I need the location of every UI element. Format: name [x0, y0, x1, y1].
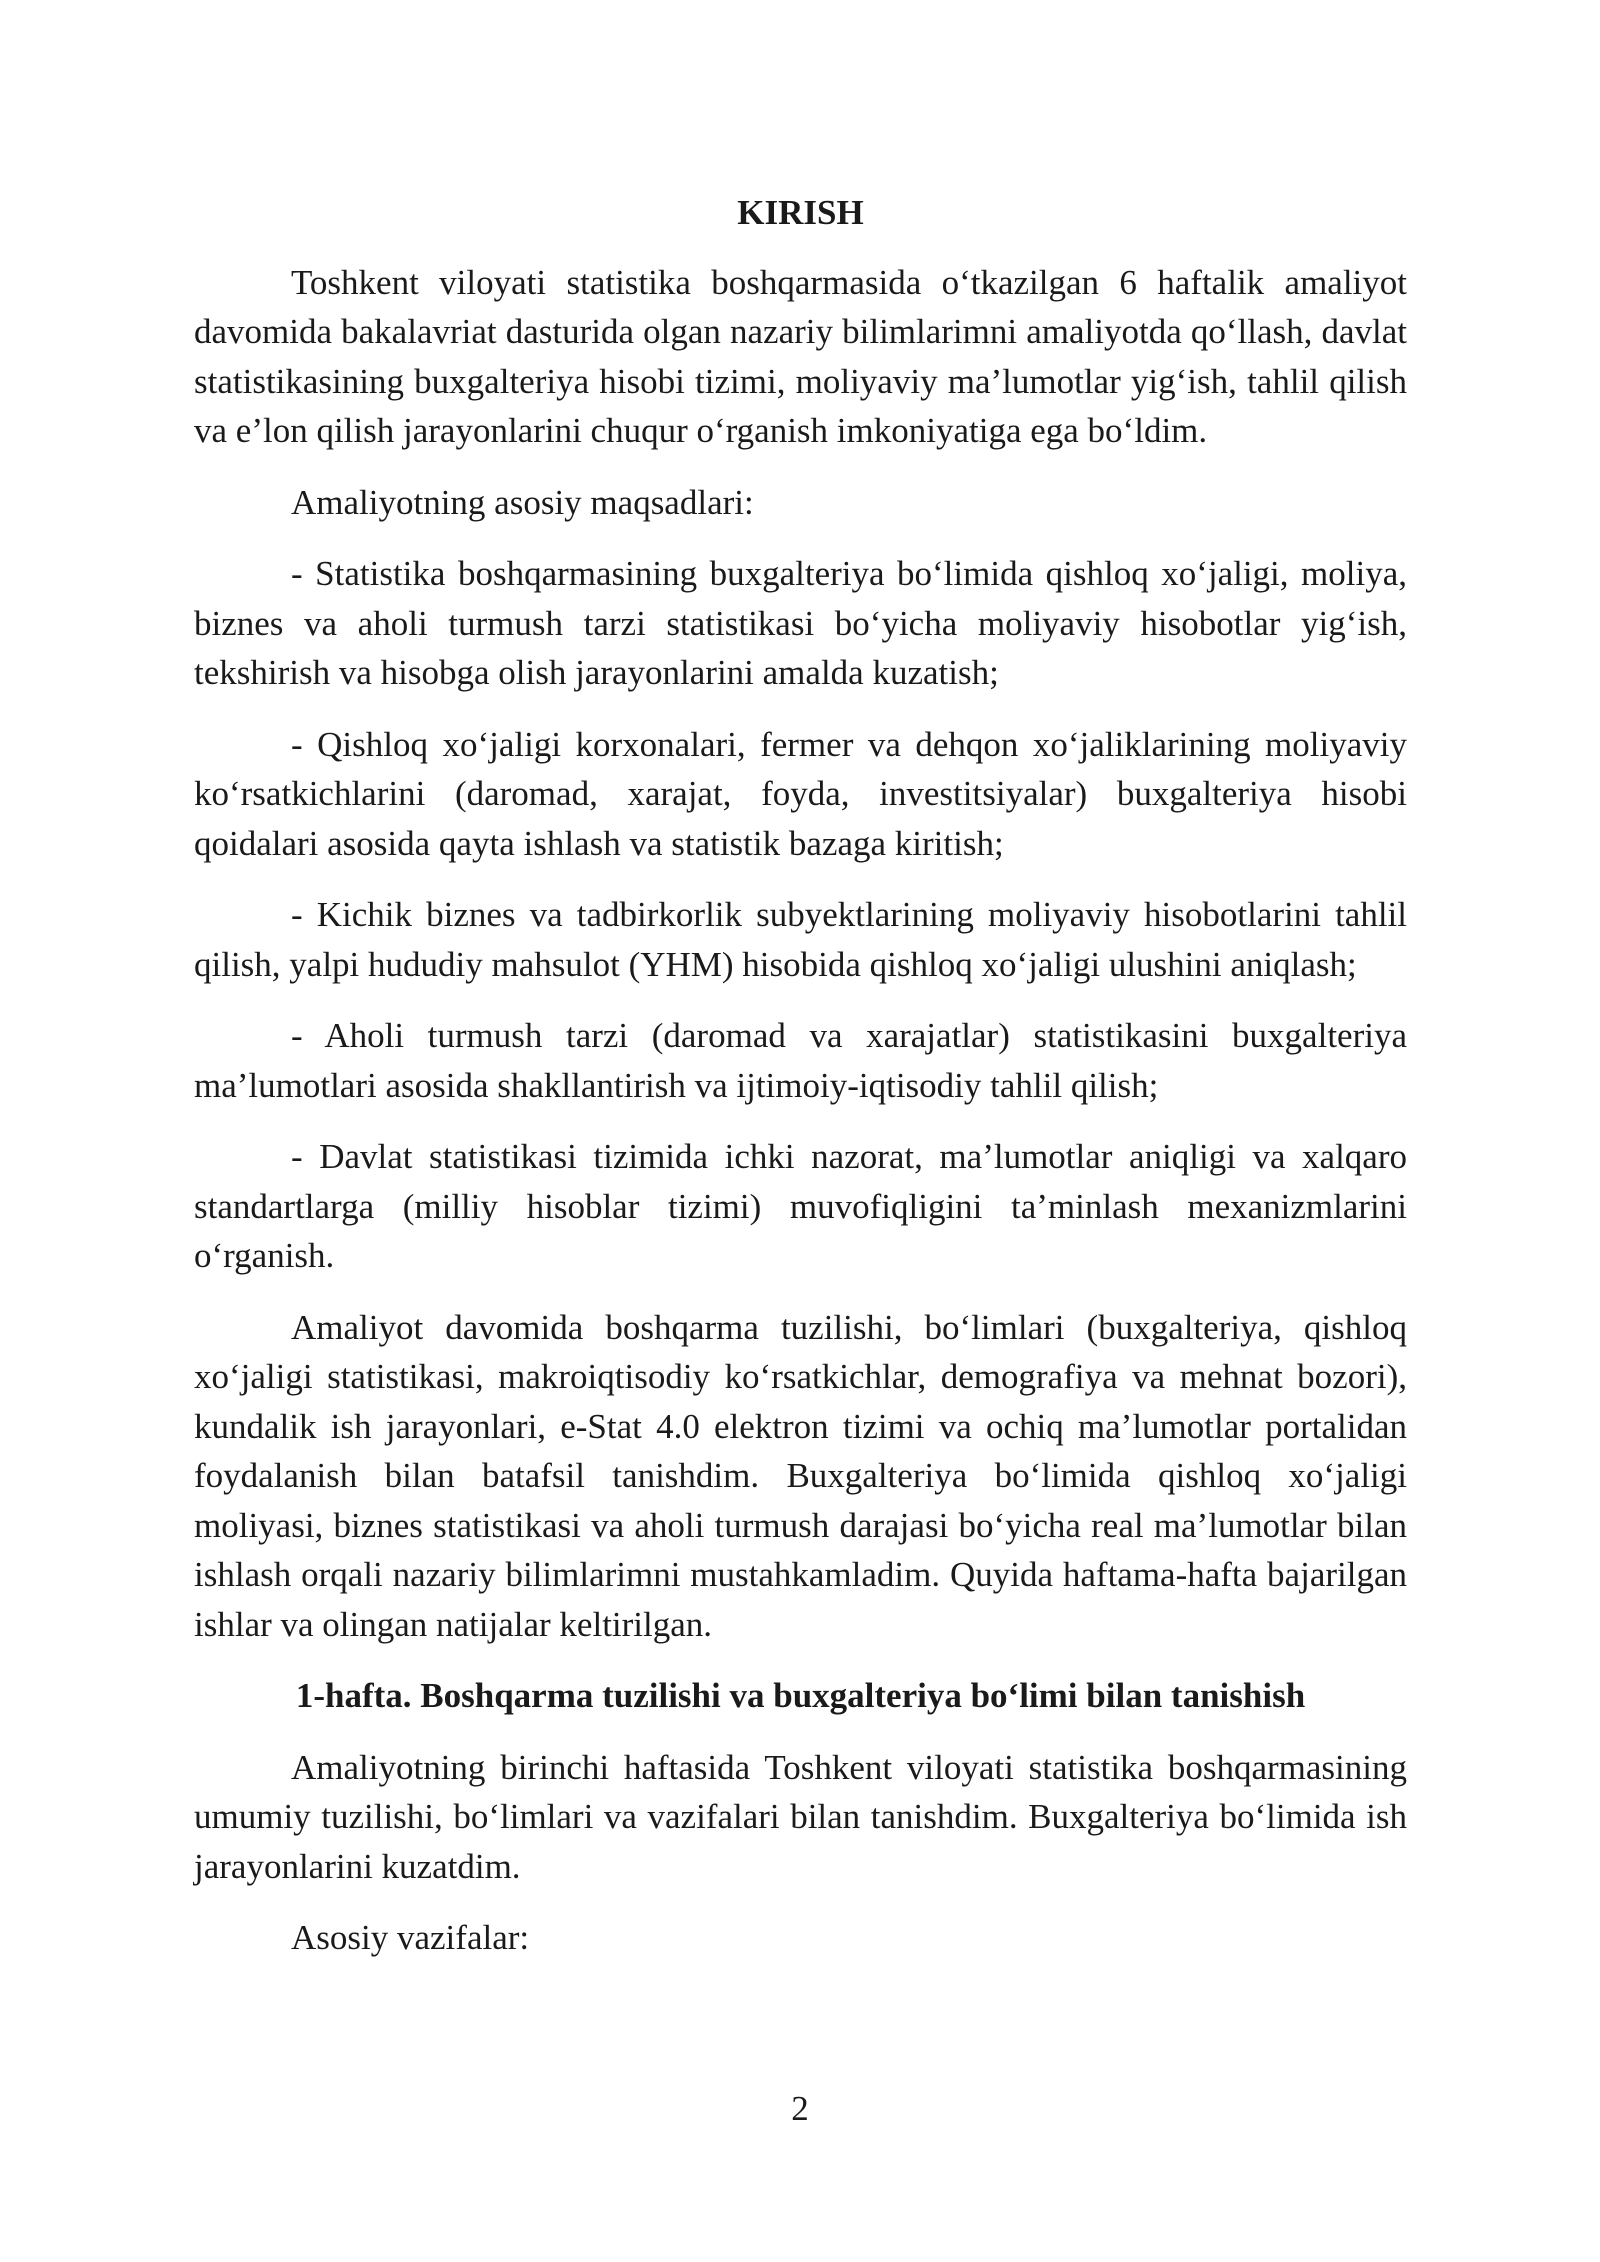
- page-number: 2: [791, 2089, 809, 2128]
- document-body: [194, 188, 1407, 1985]
- goal-item-2: - Qishloq xo‘jaligi korxonalari, fermer va dehqon xo‘jaliklarining moliyaviy ko‘rsatkichlarini (daromad, xarajat, foyda, investitsiyalar) buxgalteriya hisobi qoidalari asosida qayta ishlash va statistik bazaga kiritish;: [194, 724, 1407, 863]
- goal-item-4: - Aholi turmush tarzi (daromad va xarajatlar) statistikasini buxgalteriya ma’lumotlari asosida shakllantirish va ijtimoiy-iqtisodiy tahlil qilish;: [194, 1016, 1407, 1105]
- intro-paragraph: Toshkent viloyati statistika boshqarmasida o‘tkazilgan 6 haftalik amaliyot davomida bakalavriat dasturida olgan nazariy bilimlarimni amaliyotda qo‘llash, davlat statistikasining buxgalteriya hisobi tizimi, moliyaviy ma’lumotlar yig‘ish, tahlil qilish va e’lon qilish jarayonlarini chuqur o‘rganish imkoniyatiga ega bo‘ldim.: [194, 262, 1407, 450]
- week1-paragraph: Amaliyotning birinchi haftasida Toshkent viloyati statistika boshqarmasining umumiy tuzilishi, bo‘limlari va vazifalari bilan tanishdim. Buxgalteriya bo‘limida ish jarayonlarini kuzatdim.: [194, 1747, 1407, 1886]
- section-title: KIRISH: [737, 193, 864, 232]
- tasks-title: Asosiy vazifalar:: [291, 1918, 530, 1957]
- goal-item-3: - Kichik biznes va tadbirkorlik subyektlarining moliyaviy hisobotlarini tahlil qilish, yalpi hududiy mahsulot (YHM) hisobida qishloq xo‘jaligi ulushini aniqlash;: [194, 895, 1407, 984]
- week1-heading: 1-hafta. Boshqarma tuzilishi va buxgalteriya bo‘limi bilan tanishish: [295, 1676, 1306, 1715]
- goal-item-1: - Statistika boshqarmasining buxgalteriya bo‘limida qishloq xo‘jaligi, moliya, biznes va aholi turmush tarzi statistikasi bo‘yicha moliyaviy hisobotlar yig‘ish, tekshirish va hisobga olish jarayonlarini amalda kuzatish;: [194, 554, 1407, 692]
- summary-paragraph: Amaliyot davomida boshqarma tuzilishi, bo‘limlari (buxgalteriya, qishloq xo‘jaligi statistikasi, makroiqtisodiy ko‘rsatkichlar, demografiya va mehnat bozori), kundalik ish jarayonlari, e-Stat 4.0 elektron tizimi va ochiq ma’lumotlar portalidan foydalanish bilan batafsil tanishdim. Buxgalteriya bo‘limida qishloq xo‘jaligi moliyasi, biznes statistikasi va aholi turmush darajasi bo‘yicha real ma’lumotlar bilan ishlash orqali nazariy bilimlarimni mustahkamladim. Quyida haftama-hafta bajarilgan ishlar va olingan natijalar keltirilgan.: [194, 1307, 1407, 1644]
- goal-item-5: - Davlat statistikasi tizimida ichki nazorat, ma’lumotlar aniqligi va xalqaro standartlarga (milliy hisoblar tizimi) muvofiqligini ta’minlash mexanizmlarini o‘rganish.: [194, 1137, 1407, 1275]
- goals-title: Amaliyotning asosiy maqsadlari:: [291, 482, 754, 522]
